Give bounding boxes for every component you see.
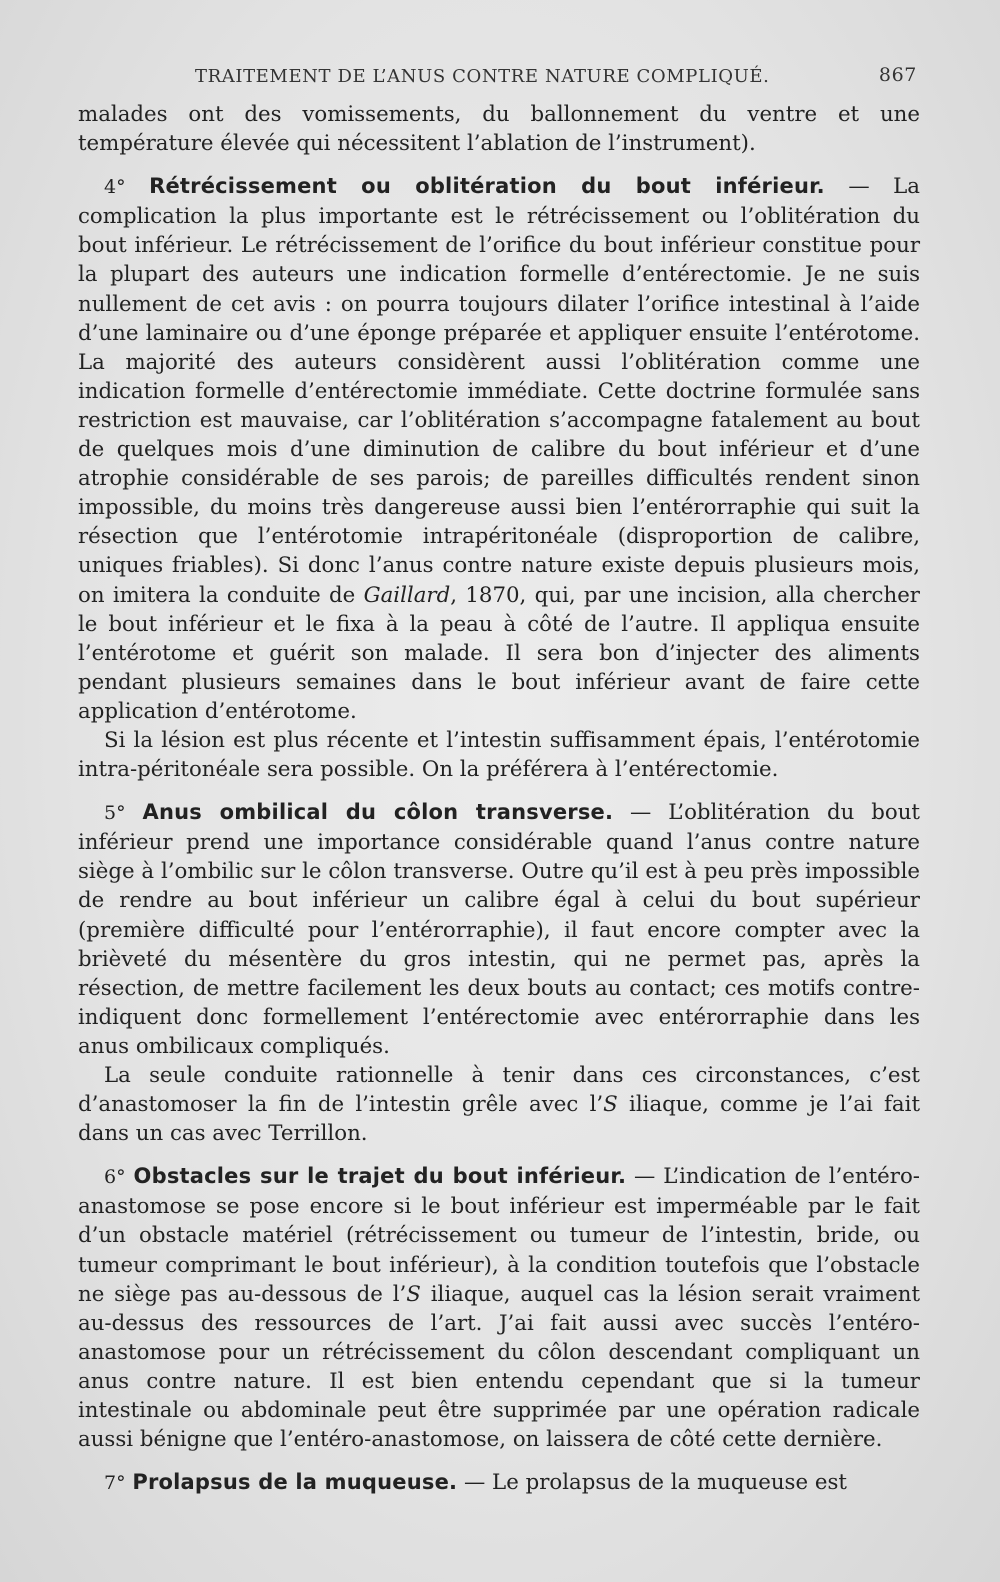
paragraph-text: iliaque, auquel cas la lésion serait vraiment au-dessus des ressources de l’art. J’ai fait aussi avec succès l’entéro-anastomose pour un rétrécissement du côlon descendant compliquant un anus contre nature. Il est bien entendu cependant que si la tumeur intestinale ou abdominale peut être supprimée par une opération radicale aussi bénigne que l’entéro-anastomose, on laissera de côté cette dernière. [78,1281,921,1453]
section-number: 7° [104,1472,126,1495]
section-5-paragraph-2 [78,1061,920,1148]
section-number: 5° [104,802,126,825]
author-name: Gaillard [363,582,451,608]
paragraph-text: — L’oblitération du bout inférieur prend une importance considérable quand l’anus contre nature siège à l’ombilic sur le côlon transverse. Outre qu’il est à peu près impossible de rendre au bout inférieur un calibre égal à celui du bout supérieur (première difficulté pour l’entérorraphie), il faut encore compter avec la brièveté du mésentère du gros intestin, qui ne permet pas, après la résection, de mettre facilement les deux bouts au contact; ces motifs contre-indiquent donc formellement l’entérectomie avec entérorraphie dans les anus ombilicaux compliqués. [78,800,920,1059]
section-heading: Rétrécissement ou oblitération du bout inférieur. [149,174,825,199]
section-heading: Anus ombilical du côlon transverse. [142,800,614,825]
paragraph-text: — Le prolapsus de la muqueuse est [457,1470,847,1496]
paragraph-text: Si la lésion est plus récente et l’intestin suffisamment épais, l’entérotomie intra-péritonéale sera possible. On la préférera à l’entérectomie. [78,727,920,783]
s-letter: S [406,1281,421,1307]
paragraph-text: , 1870, qui, par une incision, alla chercher le bout inférieur et le fixa à la peau à côté de l’autre. Il appliqua ensuite l’entérotome et guérit son malade. Il sera bon d’injecter des aliments pendant plusieurs semaines dans le bout inférieur avant de faire cette application d’entérotome. [78,582,920,724]
s-letter: S [603,1092,618,1118]
section-number: 4° [104,176,126,199]
section-4-paragraph-2 [78,726,920,784]
section-5-paragraph [78,798,920,1061]
paragraph-text: iliaque, comme je l’ai fait dans un cas avec Terrillon. [78,1092,920,1147]
section-6-paragraph [78,1162,920,1454]
paragraph-text: malades ont des vomissements, du ballonnement du ventre et une température élevée qui nécessitent l’ablation de l’instrument). [78,102,920,157]
paragraph-text: — La complication la plus importante est le rétrécissement ou l’oblitération du bout inférieur. Le rétrécissement de l’orifice du bout inférieur constitue pour la plupart des auteurs une indication formelle d’entérectomie. Je ne suis nullement de cet avis : on pourra toujours dilater l’orifice intestinal à l’aide d’une laminaire ou d’une éponge préparée et appliquer ensuite l’entérotome. La majorité des auteurs considèrent aussi l’oblitération comme une indication formelle d’entérectomie immédiate. Cette doctrine formulée sans restriction est mauvaise, car l’oblitération s’accompagne fatalement au bout de quelques mois d’une diminution de calibre du bout inférieur et d’une atrophie considérable de ses parois; de pareilles difficultés rendent sinon impossible, du moins très dangereuse aussi bien l’entérorraphie qui suit la résection que l’entérotomie intrapéritonéale (disproportion de calibre, uniques friables). Si donc l’anus contre nature existe depuis plusieurs mois, on imitera la conduite de [78,174,920,608]
running-title: TRAITEMENT DE L’ANUS CONTRE NATURE COMPLIQUÉ. [195,66,770,87]
body-text [78,100,920,1498]
section-7-paragraph [78,1468,920,1498]
paragraph-text: — L’indication de l’entéro-anastomose se pose encore si le bout inférieur est imperméable par le fait d’un obstacle matériel (rétrécissement ou tumeur de l’intestin, bride, ou tumeur comprimant le bout inférieur), à la condition toutefois que l’obstacle ne siège pas au-dessous de l’ [78,1164,920,1307]
paragraph-continuation [78,100,920,158]
paragraph-text: La seule conduite rationnelle à tenir dans ces circonstances, c’est d’anastomoser la fin de l’intestin grêle avec l’ [78,1063,920,1118]
section-number: 6° [104,1166,126,1189]
running-header [195,64,917,94]
section-heading: Prolapsus de la muqueuse. [132,1470,458,1495]
page-number: 867 [878,64,917,86]
section-heading: Obstacles sur le trajet du bout inférieur. [133,1164,627,1189]
section-4-paragraph [78,172,920,726]
